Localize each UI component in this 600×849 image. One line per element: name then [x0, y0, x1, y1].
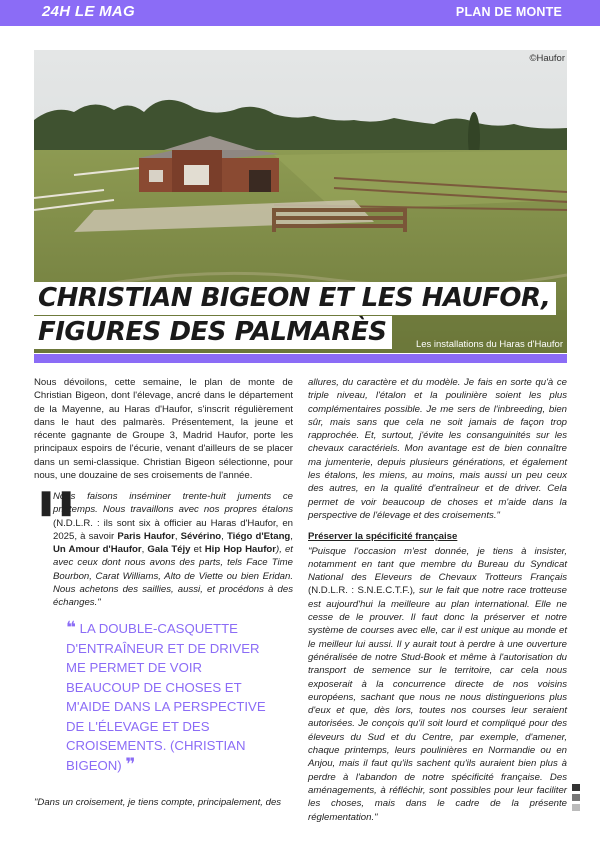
- pull-quote: [66, 619, 278, 775]
- photo-caption: Les installations du Haras d'Haufor: [415, 339, 563, 350]
- intro-paragraph: Nous dévoilons, cette semaine, le plan de monte de Christian Bigeon, dont l'élevage, ancré dans le département de la Mayenne, au Haras d'Haufor, s'inscrit régulièrement dans le haut des palmarès. Présentement, la jeune et récente gagnante de Groupe 3, Madrid Haufor, porte les principaux espoirs de l'écurie, venant d'ailleurs de se placer dans un semi-classique. Christian Bigeon sélectionne, pour nous, une douzaine de ses croisements de l'année.: [34, 377, 293, 482]
- left-bottom-paragraph: "Dans un croisement, je tiens compte, principalement, des: [34, 797, 282, 808]
- decor-square-3: [572, 804, 580, 811]
- interview-paragraph: Nous faisons inséminer trente-huit juments ce printemps. Nous travaillons avec nos propres étalons (N.D.L.R. : ils sont six à officier au Haras d'Haufor, en 2025, à savoir Paris Haufor, Sévérino, Tiégo d'Etang, Un Amour d'Haufor, Gala Téjy et Hip Hop Haufor), et avec ceux dont nous avons des parts, tels Face Time Bourbon, Carat Williams, Alto de Viette ou bien Eridan. Nous achetons des saillies, aussi, et procédons à des échanges.": [53, 491, 293, 609]
- section-heading: Préserver la spécificité française: [308, 531, 458, 543]
- right-paragraph-1: allures, du caractère et du modèle. Je fais en sorte qu'à ce triple niveau, l'étalon et la poulinière soient les plus complémentaires possible. Je me sers de l'inbreeding, bien sûr, mais sans que cela ne soit jamais de façon trop rapprochée. Et, surtout, j'évite les consanguinités sur les chevaux caractériels. Mon avantage est de bien connaître ma jumenterie, depuis plusieurs générations, et également les étalons, les miens, au moins, mais aussi un peu ceux des autres, en la qualité d'entraîneur et de driver. Cela permet de voir beaucoup de choses et m'aide dans la perspective de l'élevage et des croisements.": [308, 377, 567, 521]
- title-line-1: CHRISTIAN BIGEON ET LES HAUFOR,: [34, 282, 556, 315]
- title-line-2: FIGURES DES PALMARÈS: [34, 316, 392, 349]
- stallion-3: Tiégo d'Etang: [226, 530, 291, 542]
- right-paragraph-2b: , sur le fait que notre race trotteuse est aujourd'hui la meilleure au plan international. Elle ne cesse de le prouver. Il faut donc la préserver et notre système de courses avec elle, car il est unique au monde et le meilleur lui aussi. Il y aurait tout à perdre à une ouverture généralisée de notre Stud-Book et même à l'autorisation du transport de semence sur le territoire, car cela nous exposerait à la concurrence directe de nos voisins européens, sachant que nous ne nous distinguerions plus d'eux et que, dès lors, toutes nos courses leur seraient autorisées. Je conçois qu'il soit lourd et compliqué pour des éleveurs du Sud et du Centre, par exemple, d'amener, chaque printemps, leurs poulinières en Normandie ou en Anjou, mais il faut qu'ils sachent qu'ils auraient bien plus à perdre à l'abandon de notre spécificité française. Des aménagements, à réfléchir, sont possibles pour leur faciliter les choses, mais dans le cadre de la présente réglementation.": [308, 585, 567, 823]
- title-underline-bar: [34, 354, 567, 363]
- pull-quote-text: LA DOUBLE-CASQUETTE D'ENTRAÎNEUR ET DE DRIVER ME PERMET DE VOIR BEAUCOUP DE CHOSES ET M'AIDE DANS LA PERSPECTIVE DE L'ÉLEVAGE ET DES CROISEMENTS. (CHRISTIAN BIGEON): [66, 621, 266, 773]
- stallion-5: Gala Téjy: [147, 544, 191, 556]
- page-decoration-squares: [572, 784, 580, 814]
- decor-square-1: [572, 784, 580, 791]
- magazine-name: 24H LE MAG: [42, 3, 136, 20]
- right-paragraph-2a: "Puisque l'occasion m'est donnée, je tiens à insister, notamment en tant que membre du Bureau du Syndicat National des Eleveurs de Chevaux Trotteurs Français: [308, 545, 567, 584]
- right-column: [308, 376, 567, 824]
- quote-open-mark: ❝: [66, 618, 76, 638]
- stallion-6: Hip Hop Haufor: [204, 544, 276, 556]
- quote-close-mark: ❞: [125, 754, 136, 775]
- photo-credit: ©Haufor: [529, 53, 565, 64]
- header-bar: [0, 0, 600, 26]
- stallion-4: Un Amour d'Haufor: [53, 544, 142, 556]
- section-name: PLAN DE MONTE: [455, 5, 562, 19]
- right-note: (N.D.L.R. : S.N.E.C.T.F.): [308, 585, 413, 597]
- stallion-1: Paris Haufor: [117, 530, 175, 542]
- decor-square-2: [572, 794, 580, 801]
- stallion-2: Sévérino: [180, 530, 222, 542]
- quote-open-icon: ❚❚: [36, 487, 77, 516]
